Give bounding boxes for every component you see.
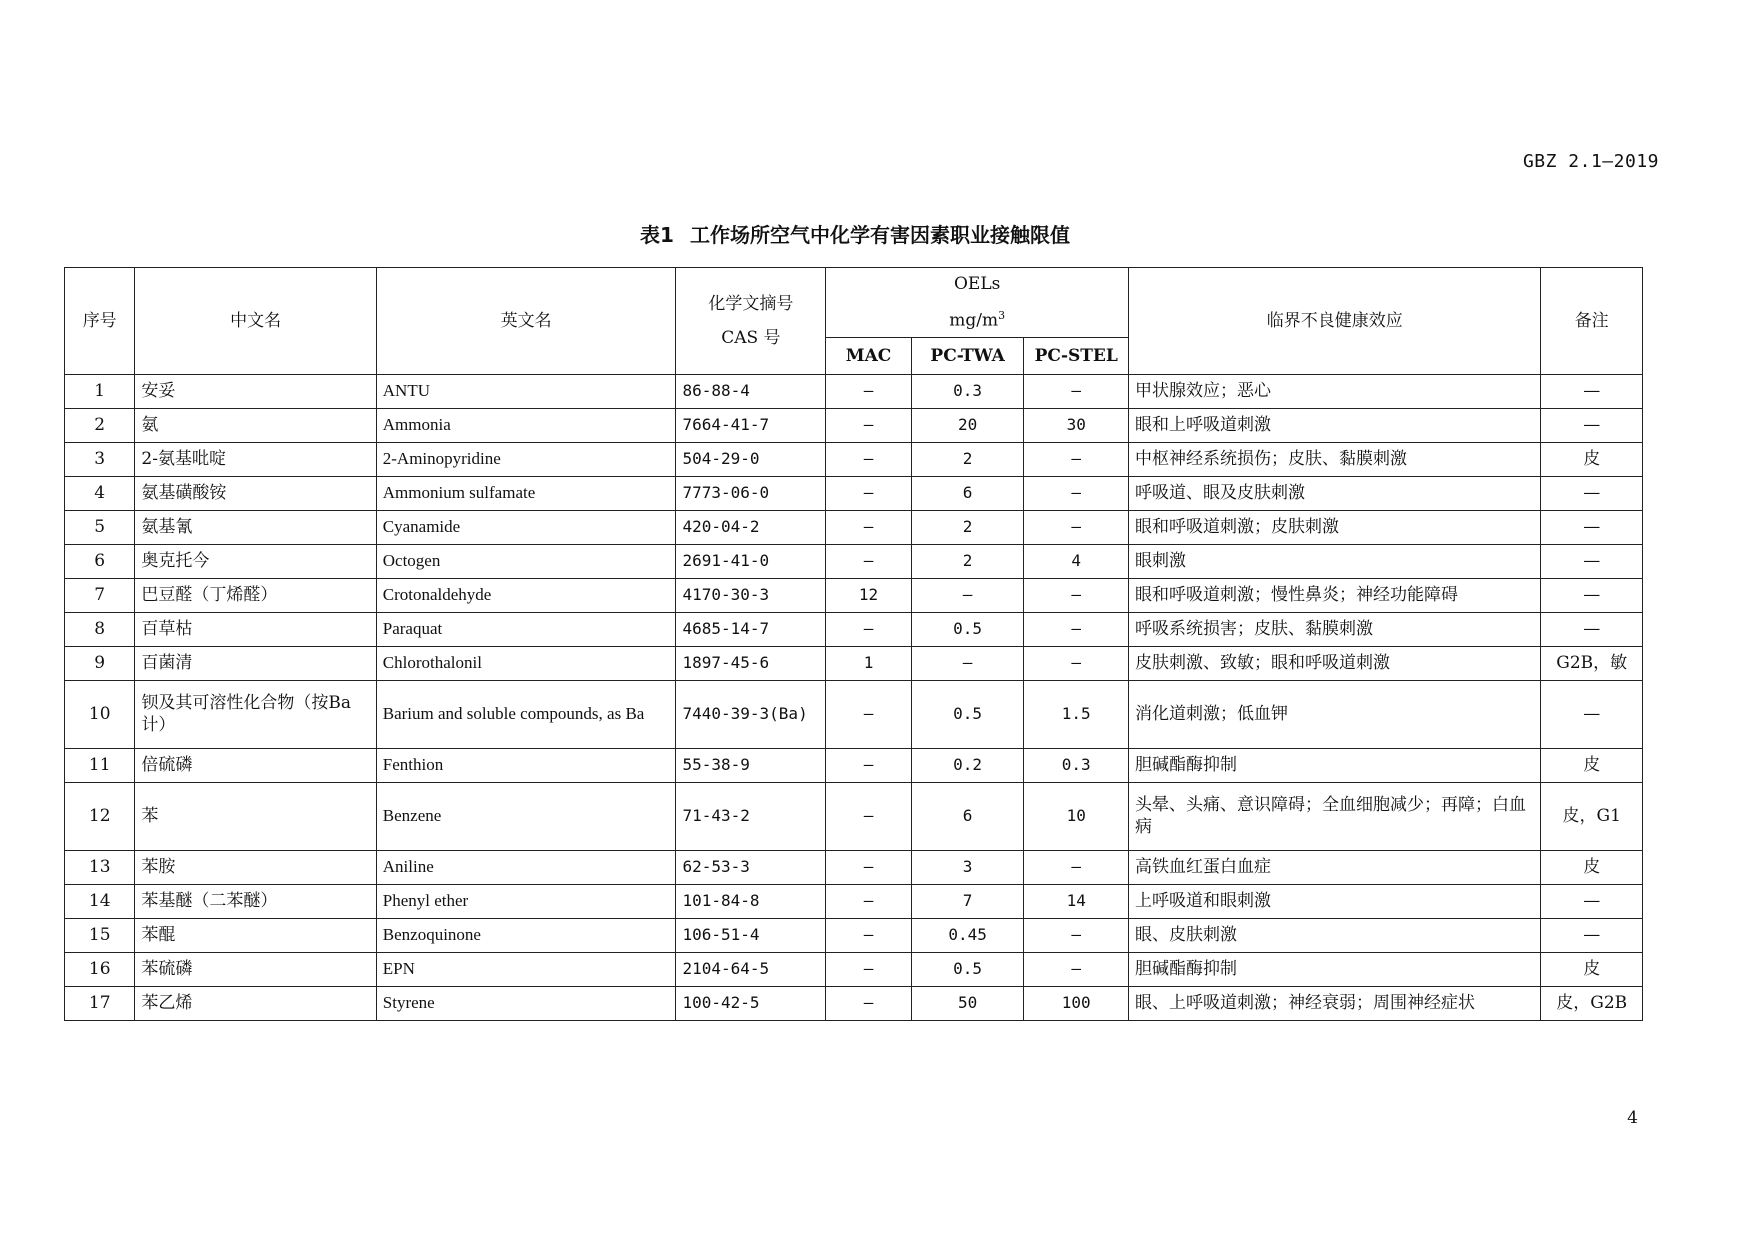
- cell-cas: 62-53-3: [676, 850, 826, 884]
- table-row: [65, 952, 1643, 986]
- cell-mac: —: [826, 918, 911, 952]
- cell-cn-name: 百草枯: [135, 612, 376, 646]
- cell-cn-name: 苯胺: [135, 850, 376, 884]
- cell-en-name: Benzene: [376, 782, 676, 850]
- cell-effect: 消化道刺激；低血钾: [1129, 680, 1541, 748]
- cell-note: —: [1541, 408, 1643, 442]
- cell-pc-twa: 6: [911, 782, 1024, 850]
- cell-seq: 4: [65, 476, 135, 510]
- cell-cn-name: 百菌清: [135, 646, 376, 680]
- col-header-cas-line2: CAS 号: [721, 327, 781, 348]
- cell-mac: 1: [826, 646, 911, 680]
- cell-cas: 4685-14-7: [676, 612, 826, 646]
- cell-en-name: Paraquat: [376, 612, 676, 646]
- cell-effect: 甲状腺效应；恶心: [1129, 374, 1541, 408]
- cell-pc-twa: 0.5: [911, 612, 1024, 646]
- cell-note: 皮: [1541, 748, 1643, 782]
- cell-note: 皮，G2B: [1541, 986, 1643, 1020]
- col-header-oels: [826, 268, 1129, 338]
- cell-note: —: [1541, 476, 1643, 510]
- table-row: [65, 646, 1643, 680]
- cell-seq: 15: [65, 918, 135, 952]
- cell-note: —: [1541, 680, 1643, 748]
- cell-note: 皮: [1541, 442, 1643, 476]
- cell-cas: 4170-30-3: [676, 578, 826, 612]
- table-row: [65, 442, 1643, 476]
- cell-pc-stel: —: [1024, 578, 1129, 612]
- cell-pc-twa: —: [911, 578, 1024, 612]
- cell-pc-twa: 20: [911, 408, 1024, 442]
- table-row: [65, 918, 1643, 952]
- table-row: [65, 986, 1643, 1020]
- cell-seq: 13: [65, 850, 135, 884]
- table-row: [65, 510, 1643, 544]
- cell-cn-name: 2-氨基吡啶: [135, 442, 376, 476]
- cell-note: 皮，G1: [1541, 782, 1643, 850]
- cell-en-name: Styrene: [376, 986, 676, 1020]
- cell-effect: 高铁血红蛋白血症: [1129, 850, 1541, 884]
- cell-pc-twa: 0.5: [911, 680, 1024, 748]
- cell-en-name: Fenthion: [376, 748, 676, 782]
- cell-effect: 胆碱酯酶抑制: [1129, 952, 1541, 986]
- cell-mac: —: [826, 442, 911, 476]
- page-number: 4: [1627, 1108, 1638, 1128]
- col-header-pc-twa: PC-TWA: [911, 337, 1024, 374]
- col-header-cas: [676, 268, 826, 375]
- table-row: [65, 850, 1643, 884]
- cell-pc-twa: 6: [911, 476, 1024, 510]
- cell-pc-twa: 2: [911, 544, 1024, 578]
- cell-effect: 呼吸系统损害；皮肤、黏膜刺激: [1129, 612, 1541, 646]
- cell-cn-name: 安妥: [135, 374, 376, 408]
- cell-seq: 8: [65, 612, 135, 646]
- cell-pc-stel: 0.3: [1024, 748, 1129, 782]
- cell-cas: 1897-45-6: [676, 646, 826, 680]
- standard-code: GBZ 2.1—2019: [1522, 151, 1659, 172]
- col-header-cas-line1: 化学文摘号: [708, 293, 794, 314]
- cell-mac: —: [826, 850, 911, 884]
- cell-effect: 眼、皮肤刺激: [1129, 918, 1541, 952]
- oels-unit-text: mg/m: [949, 310, 999, 331]
- cell-cn-name: 苯硫磷: [135, 952, 376, 986]
- cell-cas: 504-29-0: [676, 442, 826, 476]
- cell-note: —: [1541, 374, 1643, 408]
- cell-note: —: [1541, 918, 1643, 952]
- cell-seq: 9: [65, 646, 135, 680]
- cell-note: 皮: [1541, 850, 1643, 884]
- cell-cas: 2691-41-0: [676, 544, 826, 578]
- oels-unit-sup: 3: [998, 309, 1006, 322]
- col-header-oels-label: OELs: [953, 274, 1001, 294]
- cell-seq: 12: [65, 782, 135, 850]
- cell-cas: 86-88-4: [676, 374, 826, 408]
- cell-en-name: Aniline: [376, 850, 676, 884]
- cell-cn-name: 氨基氰: [135, 510, 376, 544]
- col-header-effect: 临界不良健康效应: [1129, 268, 1541, 375]
- cell-cas: 106-51-4: [676, 918, 826, 952]
- cell-en-name: Cyanamide: [376, 510, 676, 544]
- cell-note: 皮: [1541, 952, 1643, 986]
- oel-table: [64, 267, 1643, 1021]
- cell-en-name: Phenyl ether: [376, 884, 676, 918]
- table-row: [65, 578, 1643, 612]
- cell-effect: 呼吸道、眼及皮肤刺激: [1129, 476, 1541, 510]
- cell-pc-stel: 100: [1024, 986, 1129, 1020]
- cell-seq: 16: [65, 952, 135, 986]
- cell-mac: —: [826, 782, 911, 850]
- table-row: [65, 544, 1643, 578]
- cell-cas: 7440-39-3(Ba): [676, 680, 826, 748]
- table-caption: [0, 219, 1710, 248]
- cell-note: —: [1541, 884, 1643, 918]
- cell-pc-twa: —: [911, 646, 1024, 680]
- cell-seq: 3: [65, 442, 135, 476]
- cell-pc-stel: —: [1024, 476, 1129, 510]
- cell-mac: —: [826, 986, 911, 1020]
- cell-pc-stel: 4: [1024, 544, 1129, 578]
- cell-en-name: 2-Aminopyridine: [376, 442, 676, 476]
- cell-en-name: Barium and soluble compounds, as Ba: [376, 680, 676, 748]
- cell-note: —: [1541, 578, 1643, 612]
- cell-pc-stel: —: [1024, 442, 1129, 476]
- cell-pc-stel: —: [1024, 952, 1129, 986]
- cell-cn-name: 奥克托今: [135, 544, 376, 578]
- table-row: [65, 476, 1643, 510]
- cell-mac: 12: [826, 578, 911, 612]
- cell-pc-twa: 0.2: [911, 748, 1024, 782]
- cell-mac: —: [826, 374, 911, 408]
- cell-effect: 眼刺激: [1129, 544, 1541, 578]
- cell-cas: 7773-06-0: [676, 476, 826, 510]
- cell-en-name: Benzoquinone: [376, 918, 676, 952]
- cell-note: —: [1541, 612, 1643, 646]
- table-row: [65, 748, 1643, 782]
- cell-pc-stel: 10: [1024, 782, 1129, 850]
- cell-cn-name: 氨基磺酸铵: [135, 476, 376, 510]
- cell-en-name: Chlorothalonil: [376, 646, 676, 680]
- table-caption-label: 表1: [640, 223, 674, 247]
- cell-pc-twa: 0.3: [911, 374, 1024, 408]
- col-header-seq: 序号: [65, 268, 135, 375]
- table-body: [65, 374, 1643, 1020]
- cell-effect: 上呼吸道和眼刺激: [1129, 884, 1541, 918]
- cell-mac: —: [826, 408, 911, 442]
- cell-effect: 眼、上呼吸道刺激；神经衰弱；周围神经症状: [1129, 986, 1541, 1020]
- cell-seq: 5: [65, 510, 135, 544]
- cell-pc-stel: 1.5: [1024, 680, 1129, 748]
- cell-effect: 眼和呼吸道刺激；皮肤刺激: [1129, 510, 1541, 544]
- cell-mac: —: [826, 680, 911, 748]
- cell-pc-stel: 30: [1024, 408, 1129, 442]
- cell-seq: 10: [65, 680, 135, 748]
- cell-en-name: Ammonia: [376, 408, 676, 442]
- cell-pc-twa: 3: [911, 850, 1024, 884]
- cell-mac: —: [826, 612, 911, 646]
- cell-cn-name: 苯醌: [135, 918, 376, 952]
- cell-pc-stel: —: [1024, 850, 1129, 884]
- cell-mac: —: [826, 476, 911, 510]
- cell-cn-name: 苯基醚（二苯醚）: [135, 884, 376, 918]
- cell-pc-twa: 50: [911, 986, 1024, 1020]
- cell-note: —: [1541, 510, 1643, 544]
- cell-effect: 眼和上呼吸道刺激: [1129, 408, 1541, 442]
- col-header-note: 备注: [1541, 268, 1643, 375]
- cell-cn-name: 苯: [135, 782, 376, 850]
- cell-cas: 7664-41-7: [676, 408, 826, 442]
- cell-pc-stel: —: [1024, 612, 1129, 646]
- cell-effect: 眼和呼吸道刺激；慢性鼻炎；神经功能障碍: [1129, 578, 1541, 612]
- cell-pc-stel: —: [1024, 374, 1129, 408]
- table-header: [65, 268, 1643, 375]
- cell-pc-twa: 2: [911, 510, 1024, 544]
- cell-mac: —: [826, 952, 911, 986]
- cell-seq: 11: [65, 748, 135, 782]
- table-row: [65, 680, 1643, 748]
- cell-en-name: Ammonium sulfamate: [376, 476, 676, 510]
- cell-pc-twa: 0.45: [911, 918, 1024, 952]
- cell-seq: 17: [65, 986, 135, 1020]
- cell-effect: 胆碱酯酶抑制: [1129, 748, 1541, 782]
- cell-mac: —: [826, 544, 911, 578]
- cell-mac: —: [826, 884, 911, 918]
- cell-effect: 头晕、头痛、意识障碍；全血细胞减少；再障；白血病: [1129, 782, 1541, 850]
- cell-pc-stel: 14: [1024, 884, 1129, 918]
- table-row: [65, 612, 1643, 646]
- cell-cn-name: 倍硫磷: [135, 748, 376, 782]
- col-header-en-name: 英文名: [376, 268, 676, 375]
- cell-note: G2B，敏: [1541, 646, 1643, 680]
- cell-en-name: Crotonaldehyde: [376, 578, 676, 612]
- table-row: [65, 782, 1643, 850]
- cell-cas: 55-38-9: [676, 748, 826, 782]
- col-header-oels-unit: [832, 300, 1122, 337]
- cell-mac: —: [826, 748, 911, 782]
- table-row: [65, 884, 1643, 918]
- cell-cn-name: 苯乙烯: [135, 986, 376, 1020]
- cell-effect: 皮肤刺激、致敏；眼和呼吸道刺激: [1129, 646, 1541, 680]
- cell-seq: 2: [65, 408, 135, 442]
- cell-cn-name: 巴豆醛（丁烯醛）: [135, 578, 376, 612]
- cell-cas: 101-84-8: [676, 884, 826, 918]
- cell-pc-twa: 7: [911, 884, 1024, 918]
- table-row: [65, 408, 1643, 442]
- cell-en-name: Octogen: [376, 544, 676, 578]
- cell-seq: 7: [65, 578, 135, 612]
- cell-pc-twa: 2: [911, 442, 1024, 476]
- cell-mac: —: [826, 510, 911, 544]
- cell-cn-name: 钡及其可溶性化合物（按Ba计）: [135, 680, 376, 748]
- table-row: [65, 374, 1643, 408]
- cell-seq: 1: [65, 374, 135, 408]
- cell-en-name: ANTU: [376, 374, 676, 408]
- cell-cas: 420-04-2: [676, 510, 826, 544]
- cell-note: —: [1541, 544, 1643, 578]
- cell-seq: 6: [65, 544, 135, 578]
- cell-pc-twa: 0.5: [911, 952, 1024, 986]
- cell-cas: 71-43-2: [676, 782, 826, 850]
- cell-en-name: EPN: [376, 952, 676, 986]
- col-header-mac: MAC: [826, 337, 911, 374]
- cell-pc-stel: —: [1024, 646, 1129, 680]
- cell-cas: 2104-64-5: [676, 952, 826, 986]
- table-caption-text: 工作场所空气中化学有害因素职业接触限值: [689, 223, 1070, 247]
- cell-pc-stel: —: [1024, 510, 1129, 544]
- cell-cas: 100-42-5: [676, 986, 826, 1020]
- cell-cn-name: 氨: [135, 408, 376, 442]
- cell-seq: 14: [65, 884, 135, 918]
- cell-effect: 中枢神经系统损伤；皮肤、黏膜刺激: [1129, 442, 1541, 476]
- col-header-pc-stel: PC-STEL: [1024, 337, 1129, 374]
- col-header-cn-name: 中文名: [135, 268, 376, 375]
- cell-pc-stel: —: [1024, 918, 1129, 952]
